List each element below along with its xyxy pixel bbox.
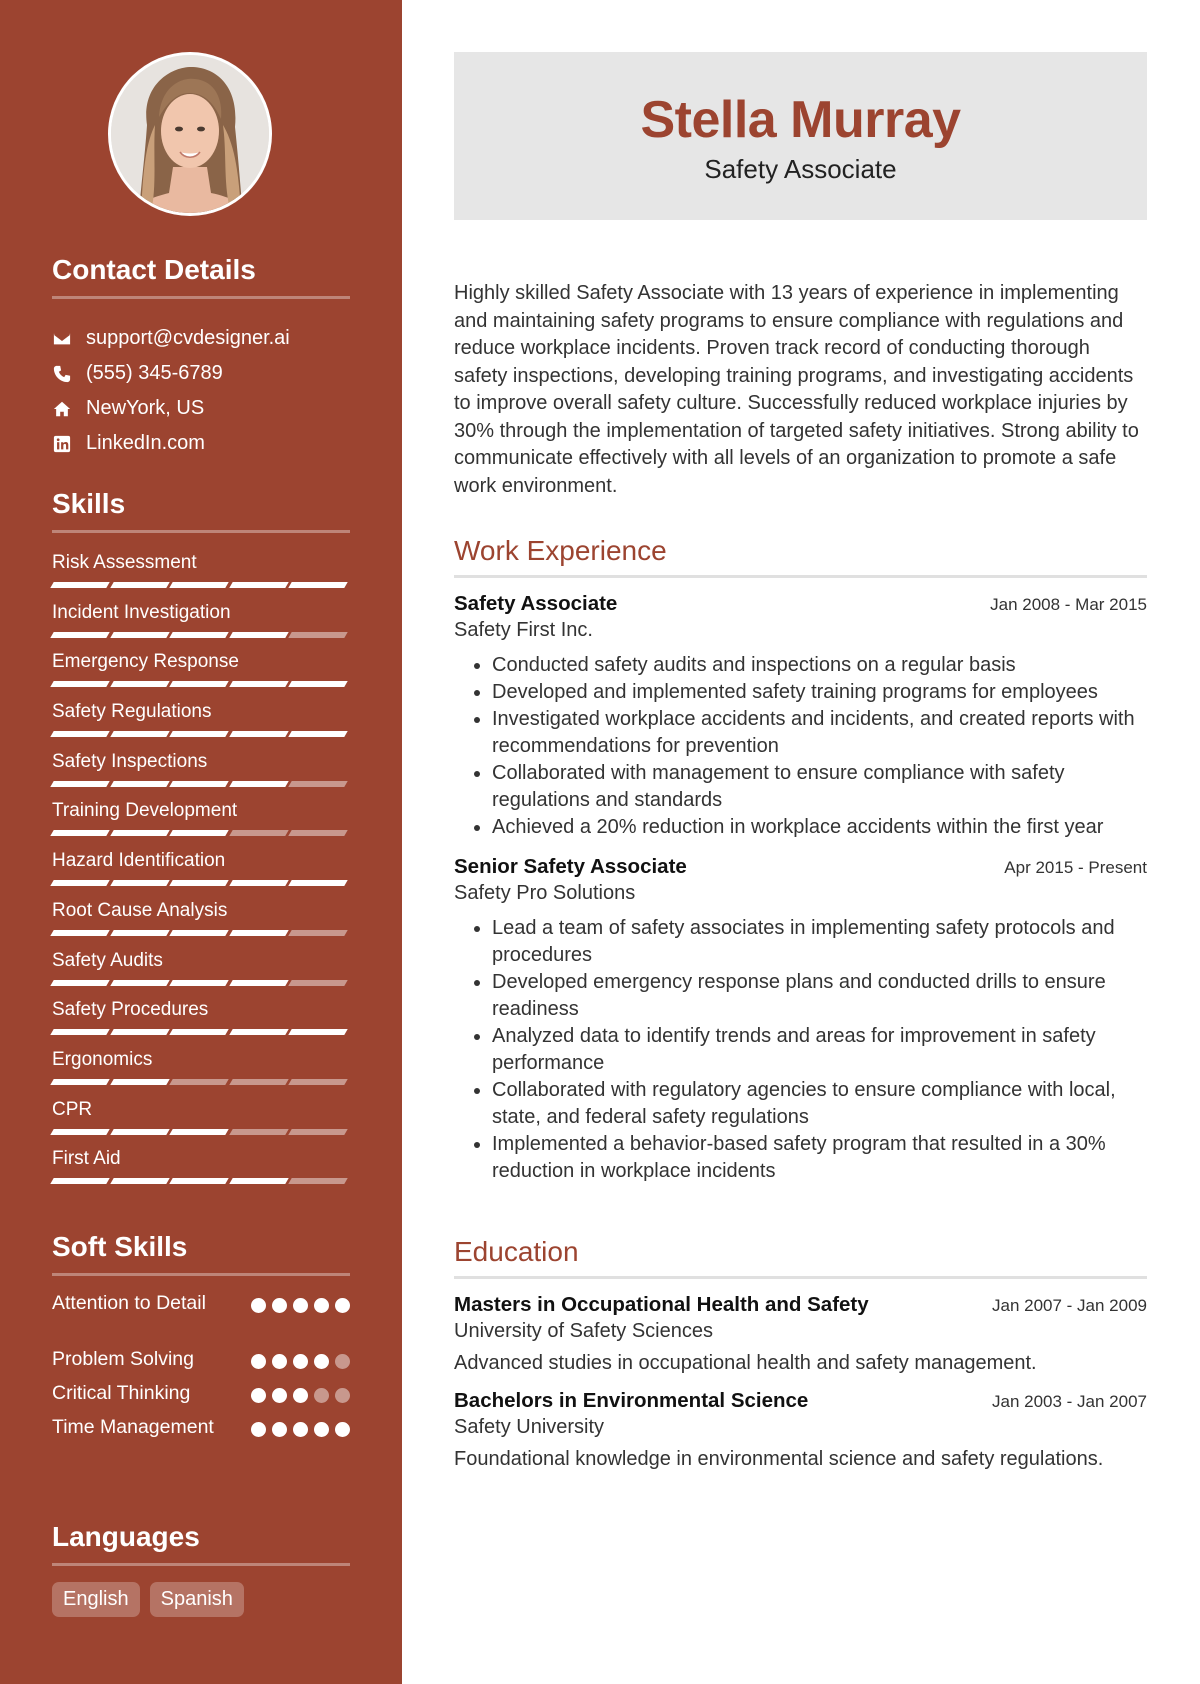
skill-level-bar <box>52 681 350 687</box>
linkedin-icon <box>52 434 72 454</box>
rating-dot <box>314 1388 329 1403</box>
skill-level-segment <box>110 731 169 737</box>
skill-level-segment <box>50 1178 109 1184</box>
skill-item <box>52 945 350 995</box>
soft-skill-label: Critical Thinking <box>52 1382 191 1404</box>
skill-item <box>52 597 350 647</box>
job-bullets <box>454 652 1147 841</box>
skill-level-segment <box>169 980 228 986</box>
skill-level-segment <box>229 731 288 737</box>
soft-skill-item <box>52 1414 350 1470</box>
skill-label: Risk Assessment <box>52 552 197 573</box>
skill-level-segment <box>50 781 109 787</box>
skill-level-segment <box>169 731 228 737</box>
avatar <box>108 52 272 216</box>
profile-photo <box>111 55 269 213</box>
rating-dot <box>293 1298 308 1313</box>
soft-skill-item <box>52 1290 350 1346</box>
contact-location <box>52 391 350 426</box>
skill-level-bar <box>52 830 350 836</box>
soft-skill-label: Attention to Detail <box>52 1292 206 1314</box>
contact-section <box>52 254 350 461</box>
job-header <box>454 592 1147 616</box>
skill-level-segment <box>169 830 228 836</box>
skill-level-segment <box>169 1079 228 1085</box>
education-degree: Masters in Occupational Health and Safety <box>454 1293 869 1316</box>
skill-level-segment <box>289 1079 348 1085</box>
skill-level-segment <box>229 781 288 787</box>
skill-level-segment <box>289 681 348 687</box>
skill-level-segment <box>50 880 109 886</box>
education-description: Advanced studies in occupational health and safety management. <box>454 1352 1037 1374</box>
skill-item <box>52 1143 350 1193</box>
skill-level-segment <box>289 731 348 737</box>
skill-level-segment <box>289 880 348 886</box>
skill-level-segment <box>229 1079 288 1085</box>
skill-label: CPR <box>52 1098 93 1120</box>
contact-email-text: support@cvdesigner.ai <box>86 327 290 349</box>
skill-level-segment <box>169 930 228 936</box>
job-bullet: • Developed and implemented safety training programs for employees <box>492 679 1147 706</box>
skill-level-segment <box>229 582 288 588</box>
contact-linkedin-text: LinkedIn.com <box>86 432 205 454</box>
skill-level-segment <box>110 880 169 886</box>
skill-level-bar <box>52 880 350 886</box>
rating-dot <box>335 1422 350 1437</box>
skill-level-segment <box>169 781 228 787</box>
skill-level-segment <box>229 980 288 986</box>
job-title: Senior Safety Associate <box>454 855 687 878</box>
skill-level-bar <box>52 1178 350 1184</box>
skill-level-segment <box>229 1129 288 1135</box>
skill-level-bar <box>52 930 350 936</box>
skill-level-bar <box>52 1129 350 1135</box>
job-bullet: • Conducted safety audits and inspections on a regular basis <box>492 652 1147 679</box>
rating-dot <box>251 1354 266 1369</box>
rating-dot <box>293 1422 308 1437</box>
envelope-icon <box>52 329 72 349</box>
rating-dot <box>314 1354 329 1369</box>
candidate-name: Stella Murray <box>640 91 961 149</box>
skills-title: Skills <box>52 488 350 533</box>
skill-level-segment <box>50 930 109 936</box>
education-date: Jan 2007 - Jan 2009 <box>991 1296 1147 1315</box>
work-list <box>454 592 1147 1185</box>
skill-level-segment <box>110 781 169 787</box>
skill-level-bar <box>52 1029 350 1035</box>
skill-level-segment <box>169 681 228 687</box>
candidate-role: Safety Associate <box>704 154 897 184</box>
soft-skill-label: Problem Solving <box>52 1348 194 1370</box>
skill-level-bar <box>52 1079 350 1085</box>
skill-item <box>52 646 350 696</box>
rating-dot <box>293 1354 308 1369</box>
rating-dot <box>335 1354 350 1369</box>
rating-dot <box>251 1422 266 1437</box>
skill-level-segment <box>169 582 228 588</box>
skill-label: First Aid <box>52 1148 121 1170</box>
skill-level-segment <box>289 1029 348 1035</box>
skill-item <box>52 1044 350 1094</box>
education-section <box>454 1236 1147 1471</box>
contact-location-text: NewYork, US <box>86 397 205 419</box>
rating-dot <box>272 1388 287 1403</box>
header-banner <box>454 52 1147 220</box>
sidebar <box>0 0 402 1684</box>
contact-title: Contact Details <box>52 254 350 299</box>
education-entry <box>454 1293 1147 1375</box>
skill-level-segment <box>50 1029 109 1035</box>
soft-skill-rating <box>251 1290 350 1346</box>
job-header <box>454 855 1147 879</box>
skill-level-segment <box>289 830 348 836</box>
education-header <box>454 1293 1147 1317</box>
rating-dot <box>293 1388 308 1403</box>
skill-item <box>52 746 350 796</box>
skill-level-segment <box>289 632 348 638</box>
skill-level-segment <box>169 880 228 886</box>
skill-level-segment <box>50 1129 109 1135</box>
skill-level-segment <box>50 980 109 986</box>
skills-section <box>52 488 350 1193</box>
contact-email[interactable] <box>52 321 350 356</box>
skill-level-segment <box>169 632 228 638</box>
skill-level-segment <box>229 830 288 836</box>
skill-level-segment <box>110 830 169 836</box>
skill-level-segment <box>289 781 348 787</box>
education-description: Foundational knowledge in environmental science and safety regulations. <box>454 1448 1104 1470</box>
job-entry <box>454 592 1147 841</box>
soft-skill-rating <box>251 1346 350 1380</box>
skill-item <box>52 696 350 746</box>
rating-dot <box>251 1388 266 1403</box>
skill-level-segment <box>50 731 109 737</box>
skill-item <box>52 1094 350 1144</box>
work-section <box>454 535 1147 1185</box>
education-title: Education <box>454 1236 1147 1279</box>
job-bullet: • Achieved a 20% reduction in workplace accidents within the first year <box>492 814 1147 841</box>
skill-item <box>52 895 350 945</box>
skill-level-segment <box>110 1029 169 1035</box>
job-bullet: • Lead a team of safety associates in implementing safety protocols and procedures <box>492 915 1147 969</box>
skill-level-segment <box>110 1079 169 1085</box>
phone-icon <box>52 364 72 384</box>
skill-level-bar <box>52 582 350 588</box>
job-bullet: • Developed emergency response plans and conducted drills to ensure readiness <box>492 969 1147 1023</box>
job-bullets <box>454 915 1147 1185</box>
rating-dot <box>272 1354 287 1369</box>
soft-skill-rating <box>251 1380 350 1414</box>
job-company: Safety Pro Solutions <box>454 882 636 904</box>
job-title: Safety Associate <box>454 592 618 615</box>
skill-level-segment <box>50 830 109 836</box>
language-tag: Spanish <box>150 1582 244 1617</box>
skill-level-segment <box>289 1178 348 1184</box>
skill-item <box>52 795 350 845</box>
skill-label: Hazard Identification <box>52 850 226 872</box>
contact-phone[interactable] <box>52 356 350 391</box>
skill-level-segment <box>110 980 169 986</box>
skill-level-segment <box>229 880 288 886</box>
education-list <box>454 1293 1147 1471</box>
skill-label: Safety Inspections <box>52 750 208 772</box>
skill-level-bar <box>52 781 350 787</box>
education-degree: Bachelors in Environmental Science <box>454 1389 809 1412</box>
skill-level-segment <box>50 582 109 588</box>
education-school: Safety University <box>454 1416 605 1438</box>
soft-skill-label: Time Management <box>52 1416 214 1438</box>
languages-list <box>52 1582 350 1617</box>
skill-level-segment <box>110 930 169 936</box>
soft-skills-section <box>52 1231 350 1470</box>
skill-level-segment <box>169 1178 228 1184</box>
skill-level-segment <box>169 1129 228 1135</box>
home-icon <box>52 399 72 419</box>
skill-level-segment <box>229 930 288 936</box>
contact-linkedin[interactable] <box>52 426 350 461</box>
skill-label: Safety Procedures <box>52 999 209 1021</box>
education-entry <box>454 1389 1147 1471</box>
skill-level-segment <box>50 632 109 638</box>
education-date: Jan 2003 - Jan 2007 <box>991 1392 1147 1411</box>
rating-dot <box>314 1298 329 1313</box>
skill-level-bar <box>52 632 350 638</box>
skill-level-segment <box>289 1129 348 1135</box>
education-school: University of Safety Sciences <box>454 1320 713 1342</box>
languages-title: Languages <box>52 1521 350 1566</box>
job-bullet: • Collaborated with management to ensure compliance with safety regulations and standards <box>492 760 1147 814</box>
skill-level-segment <box>229 681 288 687</box>
skill-level-segment <box>229 632 288 638</box>
skill-level-segment <box>289 930 348 936</box>
rating-dot <box>335 1298 350 1313</box>
rating-dot <box>272 1422 287 1437</box>
skill-level-segment <box>229 1029 288 1035</box>
soft-skills-list <box>52 1290 350 1470</box>
job-entry <box>454 855 1147 1185</box>
skill-item <box>52 547 350 597</box>
rating-dot <box>251 1298 266 1313</box>
work-title: Work Experience <box>454 535 1147 578</box>
skill-level-segment <box>110 582 169 588</box>
job-bullet: • Investigated workplace accidents and incidents, and created reports with recommendations for prevention <box>492 706 1147 760</box>
skill-level-segment <box>50 1079 109 1085</box>
job-bullet: • Collaborated with regulatory agencies to ensure compliance with local, state, and federal safety regulations <box>492 1077 1147 1131</box>
skills-list <box>52 547 350 1193</box>
skill-label: Safety Audits <box>52 949 163 971</box>
skill-level-segment <box>289 980 348 986</box>
skill-label: Ergonomics <box>52 1048 153 1070</box>
job-date: Apr 2015 - Present <box>1004 858 1147 877</box>
rating-dot <box>272 1298 287 1313</box>
skill-level-segment <box>50 681 109 687</box>
skill-label: Root Cause Analysis <box>52 899 228 921</box>
skill-label: Incident Investigation <box>52 601 231 623</box>
skill-item <box>52 845 350 895</box>
skill-level-segment <box>169 1029 228 1035</box>
job-company: Safety First Inc. <box>454 619 593 641</box>
rating-dot <box>335 1388 350 1403</box>
skill-level-segment <box>110 1129 169 1135</box>
job-bullet: • Analyzed data to identify trends and areas for improvement in safety performance <box>492 1023 1147 1077</box>
skill-level-segment <box>110 681 169 687</box>
skill-level-segment <box>110 632 169 638</box>
soft-skill-rating <box>251 1414 350 1470</box>
skill-label: Training Development <box>52 800 238 822</box>
skill-label: Emergency Response <box>52 651 239 673</box>
language-tag: English <box>52 1582 140 1617</box>
skill-level-segment <box>110 1178 169 1184</box>
skill-item <box>52 994 350 1044</box>
skill-level-segment <box>229 1178 288 1184</box>
contact-list <box>52 321 350 461</box>
education-header <box>454 1389 1147 1413</box>
skill-label: Safety Regulations <box>52 701 212 723</box>
job-date: Jan 2008 - Mar 2015 <box>990 595 1147 614</box>
job-bullet: • Implemented a behavior-based safety program that resulted in a 30% reduction in workplace incidents <box>492 1131 1147 1185</box>
skill-level-bar <box>52 980 350 986</box>
soft-skill-item <box>52 1380 350 1414</box>
skill-level-segment <box>289 582 348 588</box>
soft-skill-item <box>52 1346 350 1380</box>
languages-section <box>52 1521 350 1617</box>
summary-section <box>454 280 1147 500</box>
skill-level-bar <box>52 731 350 737</box>
soft-skills-title: Soft Skills <box>52 1231 350 1276</box>
summary-text: Highly skilled Safety Associate with 13 years of experience in implementing and maintaining safety programs to ensure compliance with regulations and reduce workplace incidents. Proven track record of conducting thorough safety inspections, developing training programs, and investigating accidents to improve overall safety culture. Successfully reduced workplace injuries by 30% through the implementation of targeted safety initiatives. Strong ability to communicate effectively with all levels of an organization to promote a safe work environment. <box>454 282 1139 497</box>
rating-dot <box>314 1422 329 1437</box>
contact-phone-text: (555) 345-6789 <box>86 362 223 384</box>
